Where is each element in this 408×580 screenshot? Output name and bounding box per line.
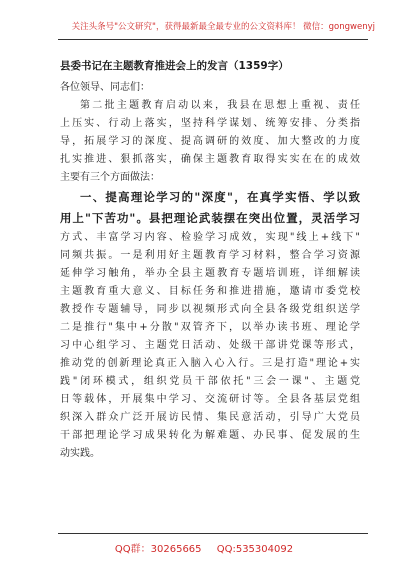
intro-line: 上压实、行动上落实，坚持科学谋划、统筹安排、分类指	[60, 118, 360, 129]
document-body	[60, 79, 360, 463]
body-line: 主题教育重大意义、目标任务和推进措施，邀请市委党校	[60, 286, 360, 297]
body-line: 延伸学习触角，举办全县主题教育专题培训班，详细解读	[60, 268, 360, 279]
footer-divider	[58, 533, 368, 534]
intro-line: 第二批主题教育启动以来，我县在思想上重视、责任	[80, 100, 360, 111]
body-line: 践"闭环模式，组织党员干部依托"三会一课"、主题党	[60, 376, 360, 387]
intro-line: 扎实推进、狠抓落实，确保主题教育取得实实在在的成效	[60, 154, 360, 165]
salutation: 各位领导、同志们：	[60, 82, 150, 93]
document-title: 县委书记在主题教育推进会上的发言（1359字）	[60, 60, 289, 72]
footer	[0, 540, 408, 555]
body-line: 干部把理论学习成果转化为解难题、办民事、促发展的生	[60, 430, 360, 441]
body-line: 动实践。	[60, 448, 100, 459]
body-line: 方式、丰富学习内容、检验学习成效，实现"线上+线下"	[60, 232, 360, 243]
footer-qq-group: QQ群：30265665	[114, 544, 202, 555]
body-line: 同频共振。一是利用好主题教育学习材料，整合学习资源	[60, 250, 360, 261]
body-line: 习中心组学习、主题党日活动、处级干部讲党课等形式，	[60, 340, 360, 351]
body-line: 织深入群众广泛开展访民情、集民意活动，引导广大党员	[60, 412, 360, 423]
intro-line: 主要有三个方面做法：	[60, 172, 160, 183]
header-divider	[58, 39, 368, 40]
body-line: 推动党的创新理论真正入脑入心入行。三是打造"理论+实	[60, 358, 360, 369]
body-line: 二是推行"集中+分散"双管齐下，以举办读书班、理论学	[60, 322, 360, 333]
section-heading-continued: 用上"下苦功"。县把理论武装摆在突出位置，灵活学习	[60, 211, 360, 225]
intro-line: 导，拓展学习的深度、提高调研的效度、加大整改的力度	[60, 136, 360, 147]
body-line: 教授作专题辅导，同步以视频形式向全县各级党组织送学	[60, 304, 360, 315]
section-heading: 一、提高理论学习的"深度"，在真学实悟、学以致	[80, 190, 360, 204]
footer-qq-contact: QQ:535304092	[216, 544, 294, 555]
body-line: 日等载体，开展集中学习、交流研讨等。全县各基层党组	[60, 394, 360, 405]
header-note: 关注头条号"公文研究"，获得最新最全最专业的公文资料库！ 微信：gongwenyj	[71, 22, 375, 32]
